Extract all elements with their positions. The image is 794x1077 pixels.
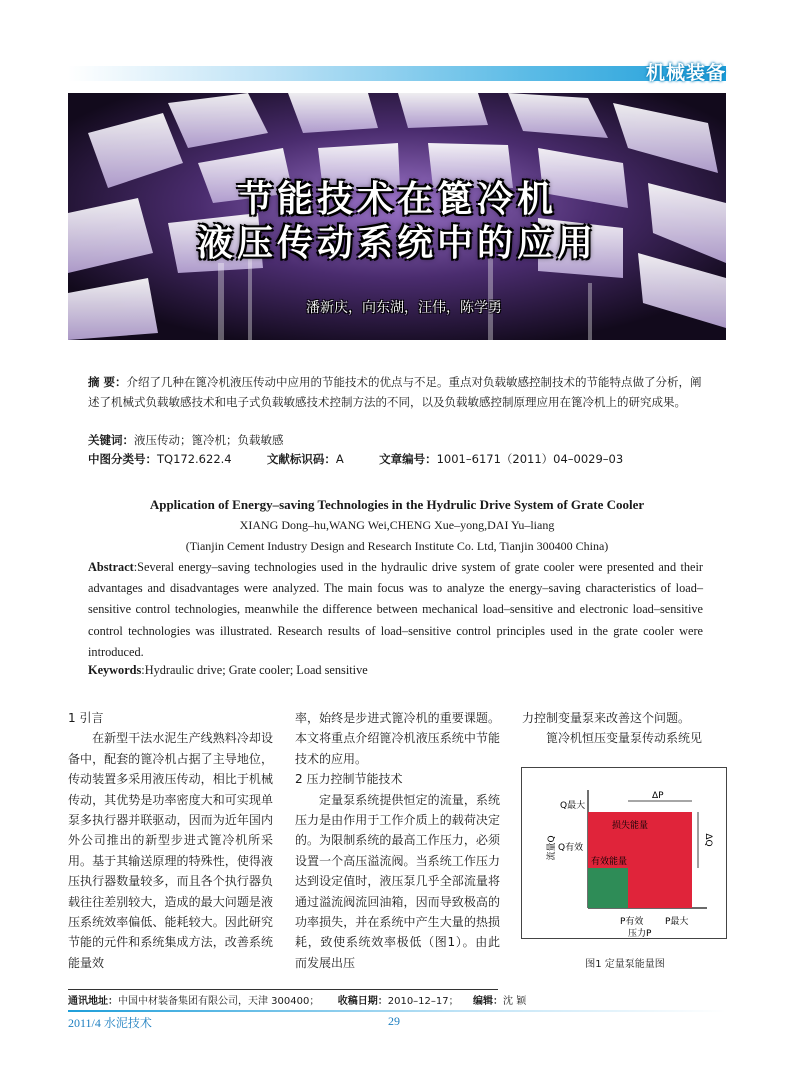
footnote-received-label: 收稿日期：: [337, 996, 388, 1007]
section-1-paragraph: 在新型干法水泥生产线熟料冷却设备中，配套的篦冷机占据了主导地位，传动装置多采用液压传动，相比于机械传动，其优势是功率密度大和可实现单泵多执行器并联驱动，因而为近年国内外公司推出的新型步进式篦冷机所采用。基于其输送原理的特殊性，使得液压执行器数量较多，而且各个执行器负载往往差别较大，造成的最大问题是液压系统效率偏低、能耗较大。因此研究节能的元件和系统集成方法，改善系统能量效: [68, 731, 273, 970]
english-abstract-text: :Several energy–saving technologies used in the hydraulic drive system of grate cooler were presented and their advantages and disadvantages were analyzed. The main focus was to analyze the energy–saving characteristics of load–sensitive control technologies, meanwhile the difference between mechanical load–sensitive and electronic load–sensitive control technologies was illustrated. Research results of load–sensitive control principles used in the grate cooler were introduced.: [88, 560, 703, 659]
body-column-2: [295, 708, 500, 973]
figure-1-caption: 图1 定量泵能量图: [585, 959, 665, 970]
section-2-paragraph-2: 篦冷机恒压变量泵传动系统见: [546, 731, 703, 746]
header-gradient-bar: [68, 66, 726, 81]
clc-value: TQ172.622.4: [157, 452, 232, 466]
chinese-abstract: [88, 372, 708, 412]
section-tag: 机械装备: [645, 62, 726, 84]
effective-energy-fill: [588, 868, 628, 908]
keywords-cn-label: 关键词：: [88, 433, 134, 447]
p-effective-label: P有效: [620, 917, 644, 927]
footnote-editor: 沈 颖: [503, 996, 527, 1007]
abstract-cn-text: 介绍了几种在篦冷机液压传动中应用的节能技术的优点与不足。重点对负载敏感控制技术的节能特点做了分析，阐述了机械式负载敏感技术和电子式负载敏感技术控制方法的不同，以及负载敏感控制原理应用在篦冷机上的研究成果。: [88, 375, 702, 409]
english-keywords-text: :Hydraulic drive; Grate cooler; Load sensitive: [141, 663, 368, 677]
abstract-cn-label: 摘 要：: [88, 375, 127, 389]
x-axis-label: 压力P: [628, 929, 652, 938]
article-authors: 潘新庆，向东湖，汪伟，陈学勇: [306, 300, 502, 316]
keywords-cn-text: 液压传动；篦冷机；负载敏感: [134, 433, 284, 447]
english-abstract: [88, 557, 703, 663]
title-banner: [68, 93, 726, 340]
english-abstract-label: Abstract: [88, 560, 134, 574]
footnote-editor-label: 编辑：: [473, 996, 504, 1007]
keywords-cn: [88, 432, 284, 448]
delta-q-label: ΔQ: [703, 833, 713, 847]
english-keywords-label: Keywords: [88, 663, 142, 677]
english-affiliation: (Tianjin Cement Industry Design and Research Institute Co. Ltd, Tianjin 300400 China): [185, 539, 609, 553]
q-effective-label: Q有效: [558, 843, 584, 853]
body-column-3: [522, 708, 727, 749]
english-title: Application of Energy–saving Technologies in the Hydrulic Drive System of Grate Cooler: [149, 497, 645, 512]
footnote-address-label: 通讯地址：: [68, 996, 118, 1007]
english-keywords: [88, 663, 368, 678]
y-axis-label: 流量Q: [547, 835, 557, 861]
article-title-line1: 节能技术在篦冷机: [236, 179, 557, 220]
article-title-line2: 液压传动系统中的应用: [196, 223, 597, 264]
page-footer-rule: [68, 1010, 726, 1012]
section-2-paragraph: 定量泵系统提供恒定的流量，系统压力是由作用于工作介质上的载荷决定的。为限制系统的最高工作压力，必须设置一个高压溢流阀。当系统工作压力达到设定值时，液压泵几乎全部流量将通过溢流阀流回油箱，因而导致极高的功率损失，并在系统中产生大量的热损耗，致使系统效率极低（图1）。由此而发展出压: [295, 792, 500, 970]
energy-diagram: [522, 768, 726, 938]
p-max-label: P最大: [665, 917, 689, 927]
doc-code-value: A: [335, 452, 344, 466]
effective-energy-label: 有效能量: [591, 857, 628, 867]
section-1-continuation: 率，始终是步进式篦冷机的重要课题。本文将重点介绍篦冷机液压系统中节能技术的应用。: [295, 711, 500, 766]
journal-issue: 2011/4 水泥技术: [68, 1016, 152, 1030]
doc-code-label: 文献标识码：: [266, 452, 336, 466]
classification-line: [88, 451, 623, 467]
english-authors: XIANG Dong–hu,WANG Wei,CHENG Xue–yong,DAI Yu–liang: [239, 518, 555, 532]
footnote-rule: [68, 989, 498, 990]
footnote-received: 2010–12–17；: [387, 996, 459, 1007]
delta-p-label: ΔP: [652, 791, 664, 801]
footnote: [68, 992, 526, 1007]
article-no-value: 1001–6171（2011）04–0029–03: [436, 452, 624, 466]
article-no-label: 文章编号：: [379, 452, 437, 466]
loss-energy-label: 损失能量: [612, 821, 649, 831]
body-column-1: [68, 708, 273, 973]
footnote-address: 中国中材装备集团有限公司，天津 300400；: [118, 996, 320, 1007]
figure-1-box: [521, 767, 727, 939]
clc-label: 中图分类号：: [88, 452, 157, 466]
section-2-heading: 2 压力控制节能技术: [295, 772, 403, 787]
page-number: 29: [388, 1014, 400, 1028]
q-max-label: Q最大: [560, 801, 586, 811]
section-1-heading: 1 引言: [68, 711, 104, 725]
section-2-continuation: 力控制变量泵来改善这个问题。: [522, 711, 691, 725]
